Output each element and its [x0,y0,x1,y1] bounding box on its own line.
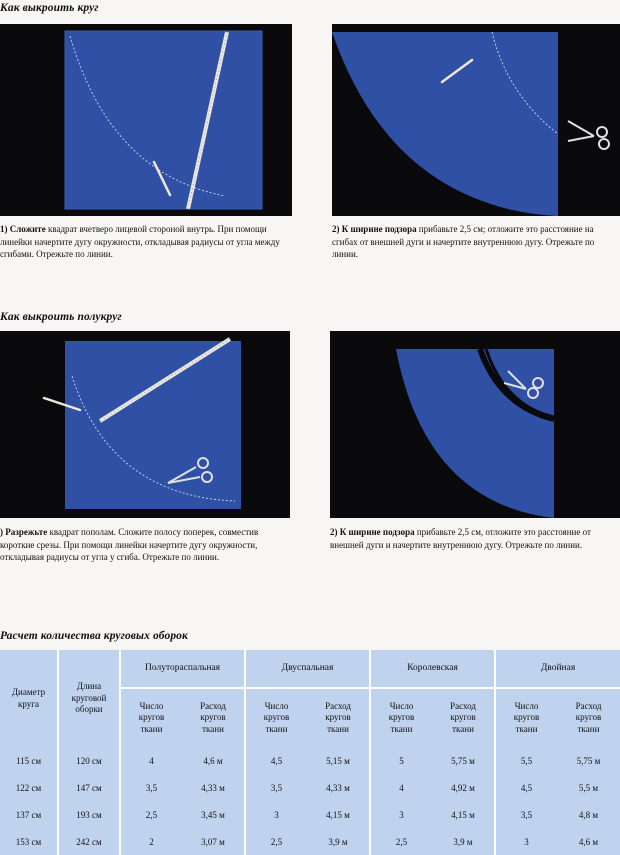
circle-step2-lead: К ширине подзора [341,224,417,234]
table-section-title: Расчет количества круговых оборок [0,630,188,642]
fabric-strip [65,341,241,509]
cell-value: 3,5 [270,782,283,793]
circle-section-title: Как выкроить круг [0,2,99,14]
header-diameter: Диаметр круга [0,650,58,747]
ruffle-table-panel [0,650,620,855]
table-row [0,801,620,828]
table-row [0,828,620,855]
circle-step2-number: 2) [332,224,340,234]
semicircle-step2-caption [330,526,620,551]
circle-step2-text: прибавьте 2,5 см; отложите это расстояние на сгибах от внешней дуги и начертите внутреннюю дугу. Отрежьте по линии. [332,224,595,260]
half-square-illustration [0,331,290,518]
cell-value: 4 [149,755,154,766]
semicircle-step2-number: 2) [330,527,338,537]
cell-value: 2,5 [145,809,158,820]
photo-cut-quarter [330,331,620,518]
cell-value: 5,75 м [432,747,495,774]
cell-length: 147 см [58,774,120,801]
cell-value: 3 [524,836,529,847]
photo-half-square [0,331,290,518]
table-body [0,747,620,855]
cell-diameter: 122 см [0,774,58,801]
semicircle-step2-text: прибавьте 2,5 см, отложите это расстояние от внешней дуги и начертите внутреннюю дугу. Отрежьте по линии. [330,527,591,550]
cell-value: 4,33 м [307,774,370,801]
semicircle-section-title: Как выкроить полукруг [0,311,122,323]
ruffle-calc-table [0,650,620,855]
table-row [0,747,620,774]
sub-count-1: Число кругов ткани [138,700,165,734]
cell-value: 3 [399,809,404,820]
cell-value: 4,5 [520,782,533,793]
cell-length: 193 см [58,801,120,828]
header-group-2: Двуспальная [245,650,370,688]
cell-value: 5,75 м [576,755,601,766]
cell-value: 5 [399,755,404,766]
cell-value: 4,15 м [307,801,370,828]
cell-value: 3,5 [520,809,533,820]
sub-usage-4: Расход кругов ткани [575,700,602,734]
cell-diameter: 137 см [0,801,58,828]
photo-fold-square [0,24,292,216]
sub-count-2: Число кругов ткани [263,700,290,734]
cell-value: 5,15 м [307,747,370,774]
cell-value: 4,33 м [182,774,245,801]
sub-count-3: Число кругов ткани [388,700,415,734]
circle-step2-caption [332,223,620,261]
quarter-circle-illustration [332,24,620,216]
semicircle-step1-number: ) [0,527,3,537]
cell-value: 4,6 м [182,747,245,774]
cell-value: 3,07 м [182,828,245,855]
cell-value: 2,5 [270,836,283,847]
cell-value: 3 [274,809,279,820]
cut-quarter-illustration [330,331,620,518]
semicircle-step1-lead: Разрежьте [5,527,48,537]
cell-diameter: 153 см [0,828,58,855]
circle-step1-text: квадрат вчетверо лицевой стороной внутрь. При помощи линейки начертите дугу окружности, откладывая радиусы от угла между сгибами. Отрежьте по линии. [0,224,280,260]
cell-length: 242 см [58,828,120,855]
fold-square-illustration [0,24,292,216]
circle-step1-lead: Сложите [9,224,46,234]
sub-count-4: Число кругов ткани [513,700,540,734]
cell-value: 4,15 м [432,801,495,828]
cell-value: 4,92 м [432,774,495,801]
cell-value: 4,6 м [578,836,599,847]
cell-value: 2,5 [395,836,408,847]
cell-diameter: 115 см [0,747,58,774]
semicircle-step1-text: квадрат пополам. Сложите полосу поперек, совместив короткие срезы. При помощи линейки начертите дугу окружности, откладывая радиусы от угла у сгиба. Отрежьте по линии. [0,527,259,563]
header-length: Длина круговой оборки [58,650,120,747]
sub-usage-2: Расход кругов ткани [307,688,370,747]
cell-value: 5,5 м [578,782,599,793]
scissors-icon [568,121,609,149]
semicircle-step2-lead: К ширине подзора [339,527,415,537]
cell-value: 3,9 м [307,828,370,855]
cell-value: 3,9 м [432,828,495,855]
sub-usage-1: Расход кругов ткани [182,688,245,747]
table-row [0,774,620,801]
circle-step1-caption [0,223,292,261]
cell-value: 4,5 [270,755,283,766]
header-group-1: Полутораспальная [120,650,245,688]
sub-usage-3: Расход кругов ткани [432,688,495,747]
cell-value: 2 [149,836,154,847]
semicircle-step1-caption [0,526,290,564]
cell-value: 3,45 м [182,801,245,828]
cell-value: 3,5 [145,782,158,793]
photo-quarter-circle [332,24,620,216]
circle-step1-number: 1) [0,224,8,234]
cell-value: 5,5 [520,755,533,766]
header-group-3: Королевская [370,650,495,688]
cell-value: 4,8 м [578,809,599,820]
cell-length: 120 см [58,747,120,774]
header-group-4: Двойная [495,650,620,688]
cell-value: 4 [399,782,404,793]
